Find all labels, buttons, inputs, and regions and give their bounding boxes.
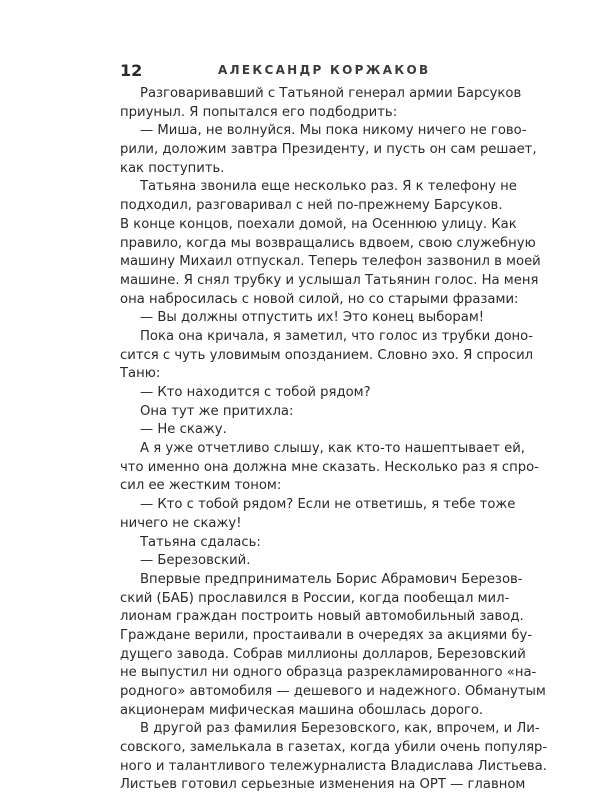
text-line: лионам граждан построить новый автомобильный завод. xyxy=(120,609,524,625)
text-line: ничего не скажу! xyxy=(120,515,242,531)
text-line: рили, доложим завтра Президенту, и пусть он сам решает, xyxy=(120,142,537,158)
running-title: АЛЕКСАНДР КОРЖАКОВ xyxy=(218,63,431,77)
page-header xyxy=(120,60,490,84)
text-line: ский (БАБ) прославился в России, когда пообещал мил- xyxy=(120,590,510,606)
text-line: ного и талантливого тележурналиста Владислава Листьева. xyxy=(120,758,547,774)
text-line: — Миша, не волнуйся. Мы пока никому ничего не гово- xyxy=(140,123,527,139)
text-line: Пока она кричала, я заметил, что голос из трубки доно- xyxy=(140,328,534,344)
text-line: сится с чуть уловимым опозданием. Словно эхо. Я спросил xyxy=(120,347,534,363)
text-line: Впервые предприниматель Борис Абрамович Березов- xyxy=(140,571,523,587)
text-line: правило, когда мы возвращались вдвоем, свою служебную xyxy=(120,235,536,251)
text-line: совского, замелькала в газетах, когда убили очень популяр- xyxy=(120,740,548,756)
text-line: дущего завода. Собрав миллионы долларов, Березовский xyxy=(120,646,526,662)
body-text xyxy=(120,85,548,795)
text-line: В другой раз фамилия Березовского, как, впрочем, и Ли- xyxy=(140,721,540,737)
text-line: машине. Я снял трубку и услышал Татьянин голос. На меня xyxy=(120,272,539,288)
text-line: что именно она должна мне сказать. Несколько раз я спро- xyxy=(120,459,539,475)
text-line: А я уже отчетливо слышу, как кто-то нашептывает ей, xyxy=(140,441,525,457)
text-line: не выпустил ни одного образца разрекламированного «на- xyxy=(120,665,537,681)
text-line: Разговаривавший с Татьяной генерал армии Барсуков xyxy=(140,86,522,101)
text-line: она набросилась с новой силой, но со старыми фразами: xyxy=(120,291,519,307)
text-line: родного» автомобиля — дешевого и надежного. Обманутым xyxy=(120,684,546,699)
text-line: Татьяна сдалась: xyxy=(140,534,261,550)
text-line: приуныл. Я попытался его подбодрить: xyxy=(120,104,398,120)
text-line: Татьяна звонила еще несколько раз. Я к телефону не xyxy=(140,179,517,195)
text-line: сил ее жестким тоном: xyxy=(120,478,282,494)
text-line: как поступить. xyxy=(120,160,225,176)
text-line: — Не скажу. xyxy=(140,422,227,438)
text-line: — Кто с тобой рядом? Если не ответишь, я тебе тоже xyxy=(140,497,516,513)
text-line: — Кто находится с тобой рядом? xyxy=(140,385,371,400)
text-line: машину Михаил отпускал. Теперь телефон зазвонил в моей xyxy=(120,254,541,270)
text-line: Листьев готовил серьезные изменения на ОРТ — главном xyxy=(120,777,526,793)
text-line: Таню: xyxy=(120,366,161,382)
text-line: — Вы должны отпустить их! Это конец выборам! xyxy=(140,310,485,326)
text-line: — Березовский. xyxy=(140,553,251,569)
text-line: Она тут же притихла: xyxy=(140,403,294,419)
text-line: акционерам мифическая машина обошлась дорого. xyxy=(120,702,484,718)
text-line: Граждане верили, простаивали в очередях за акциями бу- xyxy=(120,627,533,643)
text-line: В конце концов, поехали домой, на Осеннюю улицу. Как xyxy=(120,216,517,232)
page-number: 12 xyxy=(120,61,143,80)
text-line: подходил, разговаривал с ней по-прежнему Барсуков. xyxy=(120,198,503,214)
